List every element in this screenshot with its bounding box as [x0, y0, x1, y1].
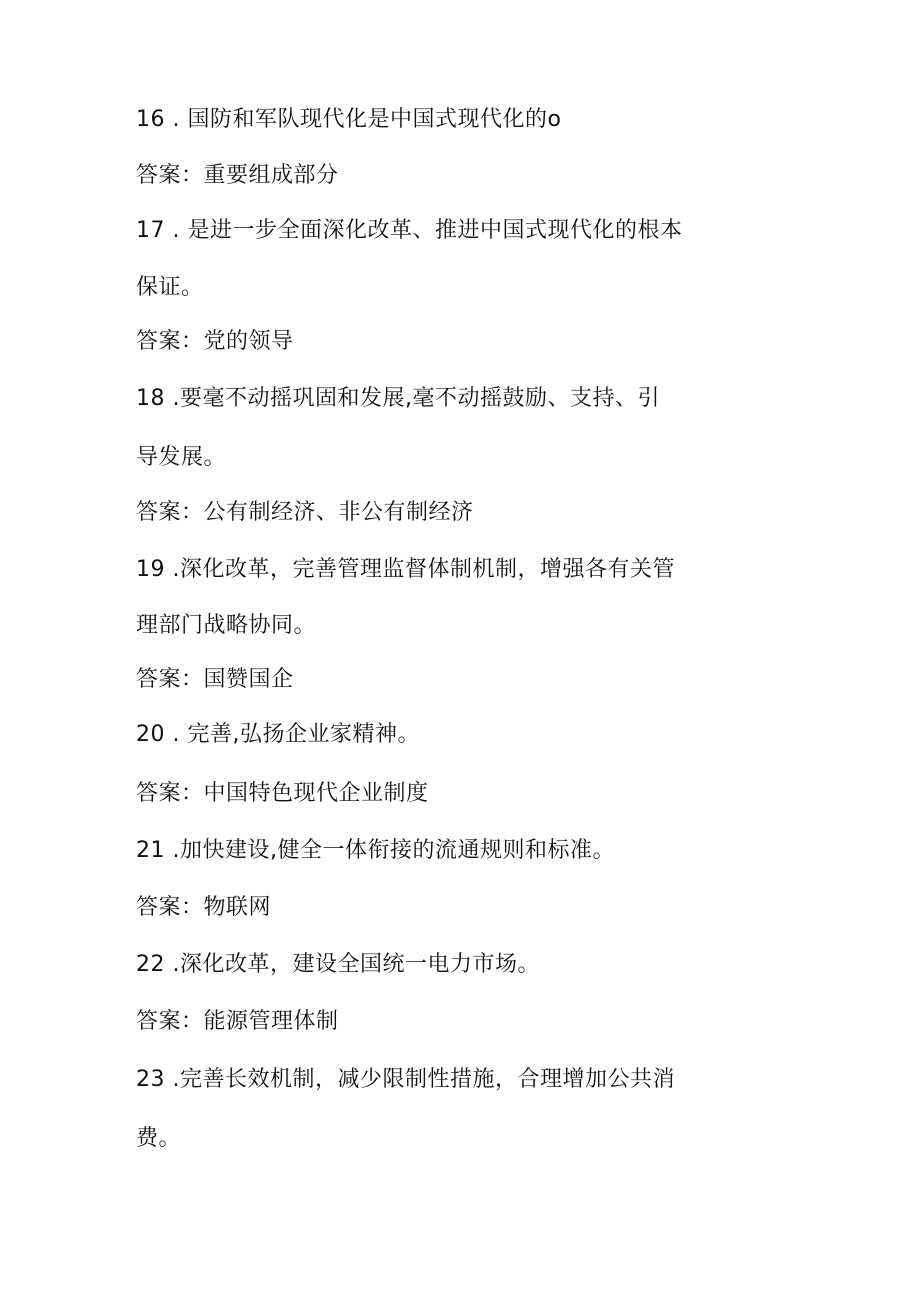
question-17-line-2: 保证。	[136, 275, 204, 300]
question-19-line-1: 19 .深化改革，完善管理监督体制机制，增强各有关管	[136, 557, 675, 582]
question-22: 22 .深化改革，建设全国统一电力市场。	[136, 952, 540, 977]
question-18-line-1: 18 .要毫不动摇巩固和发展,毫不动摇鼓励、支持、引	[136, 386, 660, 411]
question-18-line-2: 导发展。	[136, 445, 227, 470]
answer-17: 答案：党的领导	[136, 329, 294, 354]
question-21: 21 .加快建设,健全一体衔接的流通规则和标准。	[136, 838, 615, 863]
answer-22: 答案：能源管理体制	[136, 1009, 339, 1034]
question-20: 20 . 完善,弘扬企业家精神。	[136, 722, 420, 747]
question-17-line-1: 17 . 是进一步全面深化改革、推进中国式现代化的根本	[136, 218, 683, 243]
answer-20: 答案：中国特色现代企业制度	[136, 781, 429, 806]
question-23-line-1: 23 .完善长效机制，减少限制性措施，合理增加公共消	[136, 1067, 675, 1092]
answer-21: 答案：物联网	[136, 895, 272, 920]
answer-19: 答案：国赞国企	[136, 667, 294, 692]
question-16: 16 . 国防和军队现代化是中国式现代化的o	[136, 107, 562, 132]
question-23-line-2: 费。	[136, 1126, 182, 1151]
question-19-line-2: 理部门战略协同。	[136, 613, 317, 638]
answer-16: 答案：重要组成部分	[136, 163, 339, 188]
answer-18: 答案：公有制经济、非公有制经济	[136, 500, 474, 525]
